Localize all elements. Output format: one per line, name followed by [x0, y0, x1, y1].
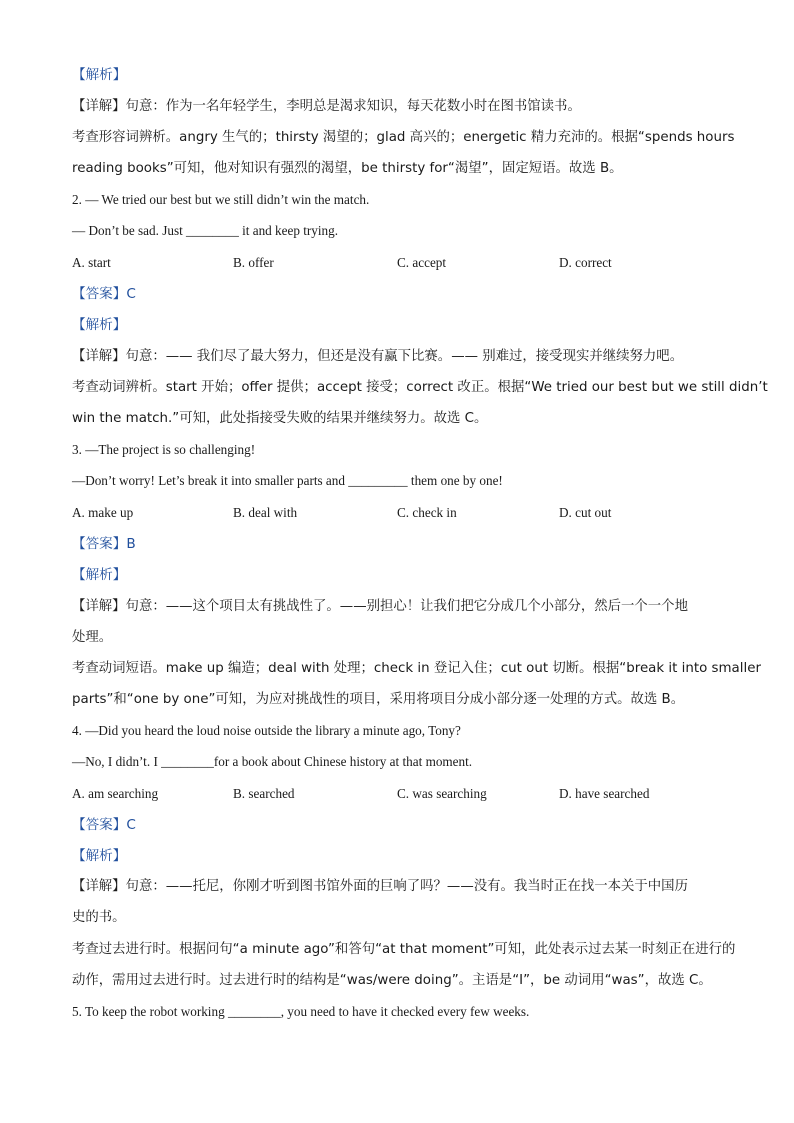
- option-d: D. cut out: [559, 505, 612, 520]
- option-c: C. accept: [397, 255, 447, 270]
- question-3-line-2: —Don’t worry! Let’s break it into smaller parts and _________ them one by one!: [72, 473, 503, 488]
- detail-translation: 【详解】句意：作为一名年轻学生，李明总是渴求知识，每天花数小时在图书馆读书。: [72, 99, 581, 114]
- question-2-line-2: — Don’t be sad. Just ________ it and keep trying.: [72, 223, 339, 238]
- analysis-heading: 【解析】: [72, 67, 127, 83]
- detail-translation: 【详解】句意：——这个项目太有挑战性了。——别担心！让我们把它分成几个小部分，然后一个一个地: [72, 599, 688, 614]
- explanation-line: win the match.”可知，此处指接受失败的结果并继续努力。故选 C。: [72, 411, 488, 426]
- question-3-line-1: 3. —The project is so challenging!: [72, 442, 256, 457]
- analysis-heading: 【解析】: [72, 317, 127, 333]
- option-b: B. deal with: [233, 505, 298, 520]
- explanation-line: parts”和“one by one”可知，为应对挑战性的项目，采用将项目分成小部分逐一处理的方式。故选 B。: [72, 692, 685, 707]
- option-b: B. searched: [233, 786, 295, 801]
- option-a: A. make up: [72, 505, 134, 520]
- analysis-heading: 【解析】: [72, 848, 127, 864]
- answer-4: 【答案】C: [72, 817, 136, 833]
- detail-translation: 【详解】句意：—— 我们尽了最大努力，但还是没有赢下比赛。—— 别难过，接受现实并继续努力吧。: [72, 349, 684, 364]
- answer-2: 【答案】C: [72, 286, 136, 302]
- option-b: B. offer: [233, 255, 274, 270]
- explanation-line: 考查动词短语。make up 编造；deal with 处理；check in 登记入住；cut out 切断。根据“break it into smaller: [72, 661, 761, 676]
- option-a: A. am searching: [72, 786, 159, 801]
- question-2-line-1: 2. — We tried our best but we still didn’t win the match.: [72, 192, 370, 207]
- detail-translation: 【详解】句意：——托尼，你刚才听到图书馆外面的巨响了吗？——没有。我当时正在找一本关于中国历: [72, 879, 688, 894]
- explanation-line: 考查形容词辨析。angry 生气的；thirsty 渴望的；glad 高兴的；energetic 精力充沛的。根据“spends hours: [72, 130, 735, 145]
- option-c: C. was searching: [397, 786, 487, 801]
- option-a: A. start: [72, 255, 111, 270]
- explanation-line: 考查过去进行时。根据问句“a minute ago”和答句“at that moment”可知，此处表示过去某一时刻正在进行的: [72, 942, 736, 957]
- analysis-heading: 【解析】: [72, 567, 127, 583]
- explanation-line: reading books”可知，他对知识有强烈的渴望，be thirsty for“渴望”，固定短语。故选 B。: [72, 161, 623, 176]
- explanation-line: 考查动词辨析。start 开始；offer 提供；accept 接受；correct 改正。根据“We tried our best but we still didn’t: [72, 380, 768, 395]
- question-4-options: [72, 784, 752, 804]
- question-3-options: [72, 503, 752, 523]
- question-5-line-1: 5. To keep the robot working ________, you need to have it checked every few weeks.: [72, 1004, 530, 1019]
- explanation-line: 动作，需用过去进行时。过去进行时的结构是“was/were doing”。主语是“I”，be 动词用“was”，故选 C。: [72, 973, 712, 988]
- option-d: D. have searched: [559, 786, 650, 801]
- question-4-line-2: —No, I didn’t. I ________for a book about Chinese history at that moment.: [72, 754, 473, 769]
- question-2-options: [72, 253, 752, 273]
- detail-translation-cont: 史的书。: [72, 910, 126, 925]
- option-d: D. correct: [559, 255, 612, 270]
- question-4-line-1: 4. —Did you heard the loud noise outside the library a minute ago, Tony?: [72, 723, 461, 738]
- detail-translation-cont: 处理。: [72, 630, 113, 645]
- option-c: C. check in: [397, 505, 457, 520]
- answer-3: 【答案】B: [72, 536, 136, 552]
